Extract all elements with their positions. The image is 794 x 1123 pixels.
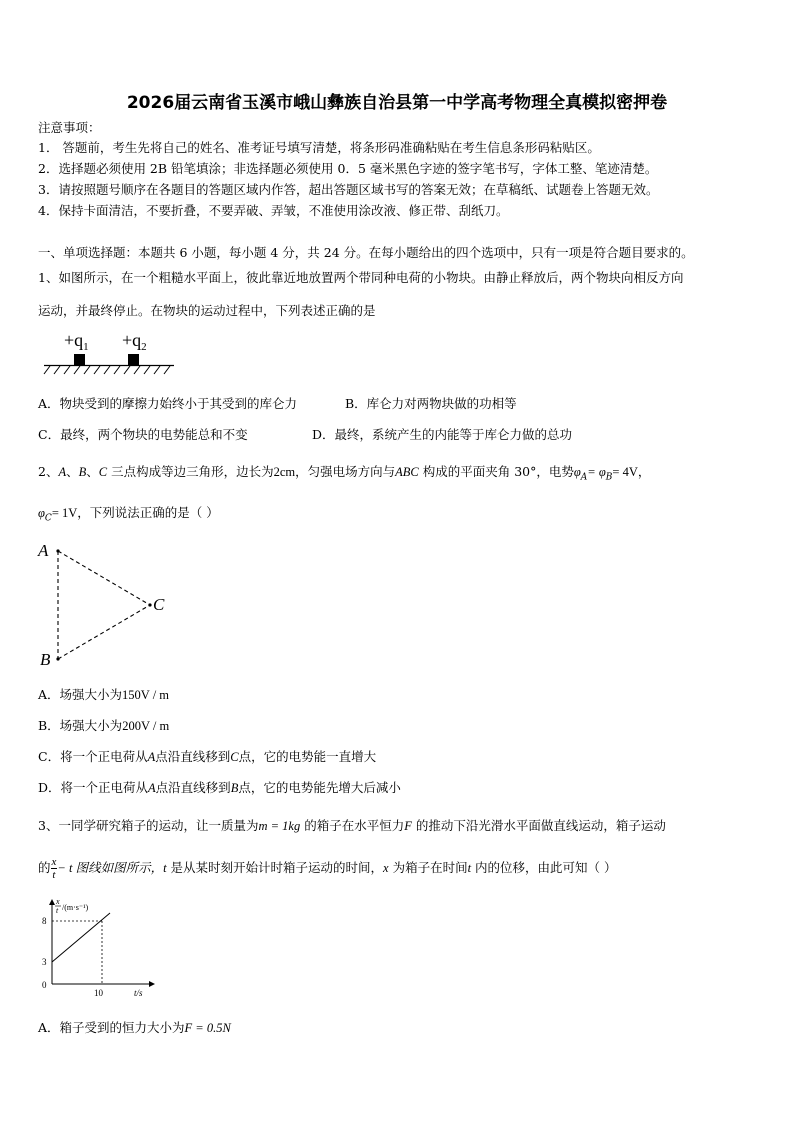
q2-text-b: 三点构成等边三角形，边长为 [107, 464, 274, 479]
q3-fraction-den: t [52, 869, 56, 881]
q1-option-a: A．物块受到的摩擦力始终小于其受到的库仑力 [38, 396, 298, 411]
q3-text-e: − t 图线如图所示， [57, 861, 164, 875]
q2-triangle-edges [58, 551, 150, 659]
q3-graph-tick-y3: 3 [42, 957, 47, 967]
q2-phi-c-sub: C [44, 513, 52, 524]
q2-option-b-value: 200V / m [122, 719, 170, 733]
q3-graph-line [52, 913, 110, 962]
q3-graph-xlabel: t/s [134, 988, 143, 998]
q3-text-d: 的 [38, 860, 51, 875]
q2-phi-a-sub: A [580, 472, 588, 483]
q1-stem-line2: 运动，并最终停止。在物块的运动过程中，下列表述正确的是 [38, 303, 376, 318]
q3-text-b: 的箱子在水平恒力 [300, 818, 405, 833]
q3-t1: t [163, 861, 167, 875]
q3-stem-line1 [38, 818, 666, 834]
q2-phi-b-sub: B [605, 472, 613, 483]
q1-stem-line1: 1、如图所示，在一个粗糙水平面上，彼此靠近地放置两个带同种电荷的小物块。由静止释放后，两个物块向相反方向 [38, 270, 684, 285]
q2-sep1: 、 [66, 464, 79, 479]
q2-option-d [38, 780, 401, 796]
q2-option-c-post: 点，它的电势能一直增大 [238, 749, 377, 764]
q1-option-c: C．最终，两个物块的电势能总和不变 [38, 427, 248, 442]
q2-option-a-text: A．场强大小为 [38, 687, 123, 702]
q1-block1 [74, 354, 85, 365]
q2-option-c [38, 749, 376, 765]
q2-option-a [38, 687, 169, 703]
q2-text-d: 构成的平面夹角 30°，电势 [418, 464, 574, 479]
q2-point-c: C [98, 465, 108, 479]
q2-option-b-text: B．场强大小为 [38, 718, 123, 733]
q2-point-a: A [58, 465, 67, 479]
q3-t2: t [467, 861, 472, 875]
q3-mass: m = 1kg [258, 819, 301, 833]
q2-triangle-abc: ABC [395, 465, 419, 479]
q2-text-c: ，匀强电场方向与 [295, 464, 396, 479]
q2-fig-label-c: C [153, 595, 165, 614]
q3-stem-line2 [38, 856, 617, 881]
q3-x1: x [383, 861, 389, 875]
q1-option-d: D．最终，系统产生的内能等于库仑力做的总功 [312, 427, 573, 442]
q3-option-a-text: A．箱子受到的恒力大小为 [38, 1020, 185, 1035]
q2-option-d-a: A [148, 781, 156, 795]
q3-graph-ylabel-num: x [56, 897, 60, 906]
page-title: 2026届云南省玉溪市峨山彝族自治县第一中学高考物理全真模拟密押卷 [126, 93, 668, 113]
section-heading: 一、单项选择题：本题共 6 小题，每小题 4 分，共 24 分。在每小题给出的四个选项中，只有一项是符合题目要求的。 [38, 245, 694, 260]
q3-graph [34, 896, 164, 1006]
q3-graph-origin: 0 [42, 980, 47, 990]
q2-phi-a: φ [573, 465, 581, 479]
q3-option-a [38, 1020, 231, 1036]
q2-phi-c: φ [38, 506, 45, 520]
q2-phi-b: = φ [587, 465, 606, 479]
q2-fig-label-b: B [40, 650, 51, 669]
q2-triangle-figure [36, 538, 176, 668]
q2-option-d-mid: 点沿直线移到 [155, 780, 231, 795]
q3-option-a-value: F = 0.5N [184, 1021, 231, 1035]
q2-option-d-post: 点，它的电势能先增大后减小 [238, 780, 401, 795]
q2-option-d-b: B [230, 781, 239, 795]
q3-text-g: 为箱子在时间 [388, 860, 468, 875]
q3-graph-tick-y8: 8 [42, 916, 47, 926]
q1-ground-hatch [44, 366, 170, 374]
notice-item-4: 4．保持卡面清洁，不要折叠，不要弄破、弄皱，不准使用涂改液、修正带、刮纸刀。 [38, 203, 509, 218]
q2-option-a-value: 150V / m [122, 688, 170, 702]
q2-number: 2、 [38, 464, 59, 479]
q3-fraction-num: x [51, 856, 57, 868]
q2-option-c-pre: C．将一个正电荷从 [38, 749, 148, 764]
notice-item-1: 1． 答题前，考生先将自己的姓名、准考证号填写清楚，将条形码准确粘贴在考生信息条形码粘贴区。 [38, 140, 600, 155]
q2-text-e: ，下列说法正确的是（ ） [77, 505, 219, 520]
q2-option-c-b: C [230, 750, 239, 764]
q3-graph-ylabel-unit: /(m·s⁻¹) [62, 903, 89, 912]
notice-item-2: 2．选择题必须使用 2B 铅笔填涂；非选择题必须使用 0．5 毫米黑色字迹的签字笔书写，字体工整、笔迹清楚。 [38, 161, 658, 176]
q1-block2 [128, 354, 139, 365]
q1-figure [40, 326, 180, 382]
q1-option-b: B．库仑力对两物块做的功相等 [345, 396, 517, 411]
q2-stem-line2 [38, 505, 219, 527]
q3-text-f: 是从某时刻开始计时箱子运动的时间， [166, 860, 384, 875]
q2-option-b [38, 718, 169, 734]
q2-sep2: 、 [86, 464, 99, 479]
q3-force: F [404, 819, 412, 833]
notice-heading: 注意事项： [38, 120, 101, 135]
q3-text-a: 3、一同学研究箱子的运动，让一质量为 [38, 818, 259, 833]
q2-point-b: B [78, 465, 87, 479]
q2-stem-line1 [38, 464, 650, 486]
q3-text-c: 的推动下沿光滑水平面做直线运动，箱子运动 [411, 818, 666, 833]
notice-item-3: 3．请按照题号顺序在各题目的答题区域内作答，超出答题区域书写的答案无效；在草稿纸、试题卷上答题无效。 [38, 182, 659, 197]
q1-charge2-label: $+q_2$ [122, 330, 147, 353]
q2-fig-label-a: A [38, 541, 49, 560]
q2-phi-c-value: = 1V [51, 506, 78, 520]
q2-option-c-a: A [147, 750, 156, 764]
q2-option-d-pre: D．将一个正电荷从 [38, 780, 149, 795]
q2-potential-value: = 4V [612, 465, 638, 479]
q3-graph-tick-x10: 10 [94, 988, 103, 998]
q2-side-length: 2cm [273, 465, 296, 479]
q2-option-c-mid: 点沿直线移到 [155, 749, 231, 764]
q2-comma: ， [637, 464, 651, 479]
q3-graph-ylabel-den: t [56, 906, 59, 915]
q1-charge1-label: $+q_1$ [64, 330, 89, 353]
q3-text-h: 内的位移，由此可知（ ） [471, 860, 617, 875]
